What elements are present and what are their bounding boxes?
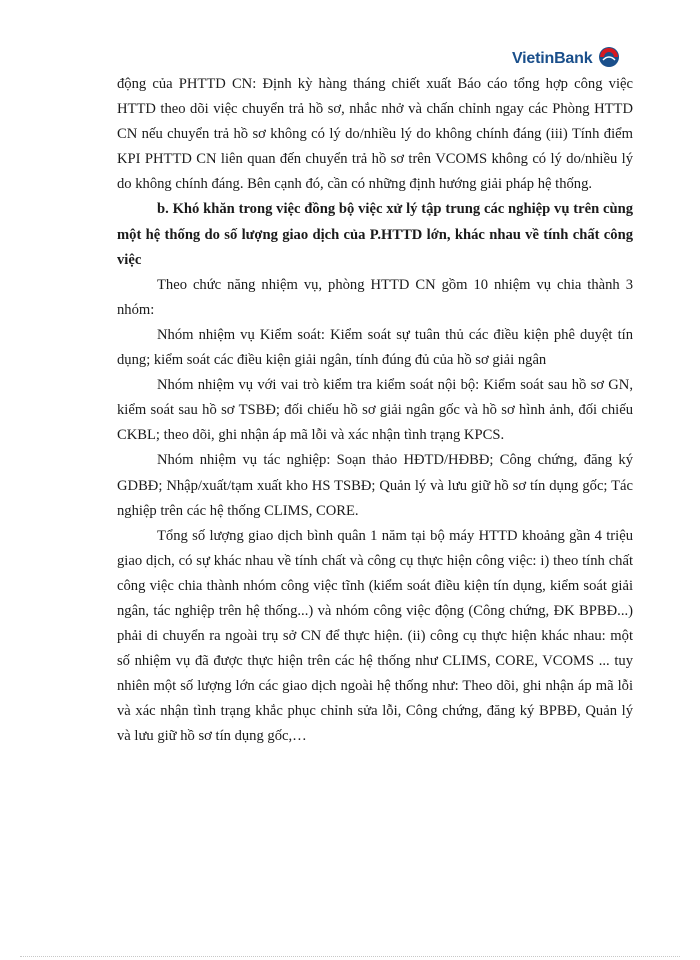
paragraph-internal-audit-group: Nhóm nhiệm vụ với vai trò kiểm tra kiểm soát nội bộ: Kiểm soát sau hồ sơ GN, kiểm soát sau hồ sơ TSBĐ; đối chiếu hồ sơ giải ngân gốc và hồ sơ hình ảnh, đối chiếu CKBL; theo dõi, ghi nhận áp mã lỗi và xác nhận tình trạng KPCS. [117, 377, 633, 444]
paragraph-control-group: Nhóm nhiệm vụ Kiểm soát: Kiểm soát sự tuân thủ các điều kiện phê duyệt tín dụng; kiểm soát các điều kiện giải ngân, tính đúng đủ của hồ sơ giải ngân [117, 326, 633, 369]
paragraph-operations-group: Nhóm nhiệm vụ tác nghiệp: Soạn thảo HĐTD/HĐBĐ; Công chứng, đăng ký GDBĐ; Nhập/xuất/tạm xuất kho HS TSBĐ; Quản lý và lưu giữ hồ sơ tín dụng gốc; Tác nghiệp trên các hệ thống CLIMS, CORE. [117, 452, 633, 519]
paragraph-task-groups: Theo chức năng nhiệm vụ, phòng HTTD CN gồm 10 nhiệm vụ chia thành 3 nhóm: [117, 276, 633, 318]
logo-wordmark: VietinBank [512, 50, 593, 67]
section-heading-b: b. Khó khăn trong việc đồng bộ việc xử lý tập trung các nghiệp vụ trên cùng một hệ thống do số lượng giao dịch của P.HTTD lớn, khác nhau về tính chất công việc [117, 201, 633, 268]
document-body [117, 72, 633, 750]
page-bottom-divider [20, 956, 680, 957]
vietinbank-emblem-icon [598, 46, 620, 68]
paragraph-transaction-volume: Tổng số lượng giao dịch bình quân 1 năm tại bộ máy HTTD khoảng gần 4 triệu giao dịch, có sự khác nhau về tính chất và công cụ thực hiện công việc: i) theo tính chất công việc chia thành nhóm công việc tĩnh (kiểm soát điều kiện tín dụng, kiểm soát giải ngân, tác nghiệp trên hệ thống...) và nhóm công việc động (Công chứng, ĐK BPBĐ...) phải di chuyển ra ngoài trụ sở CN để thực hiện. (ii) công cụ thực hiện khác nhau: một số nhiệm vụ đã được thực hiện trên các hệ thống như CLIMS, CORE, VCOMS ... tuy nhiên một số lượng lớn các giao dịch ngoài hệ thống như: Theo dõi, ghi nhận áp mã lỗi và xác nhận tình trạng khắc phục chỉnh sửa lỗi, Công chứng, đăng ký BPBĐ, Quản lý và lưu giữ hồ sơ tín dụng gốc,… [117, 527, 633, 745]
paragraph-continuation: động của PHTTD CN: Định kỳ hàng tháng chiết xuất Báo cáo tổng hợp công việc HTTD theo dõi việc chuyển trả hồ sơ, nhắc nhở và chấn chỉnh ngay các Phòng HTTD CN nếu chuyển trả hồ sơ không có lý do/nhiều lý do không chính đáng (iii) Tính điểm KPI PHTTD CN liên quan đến chuyển trả hồ sơ trên VCOMS không có lý do/nhiều lý do không chính đáng. Bên cạnh đó, cần có những định hướng giải pháp hệ thống. [117, 76, 633, 193]
vietinbank-logo [512, 46, 624, 72]
